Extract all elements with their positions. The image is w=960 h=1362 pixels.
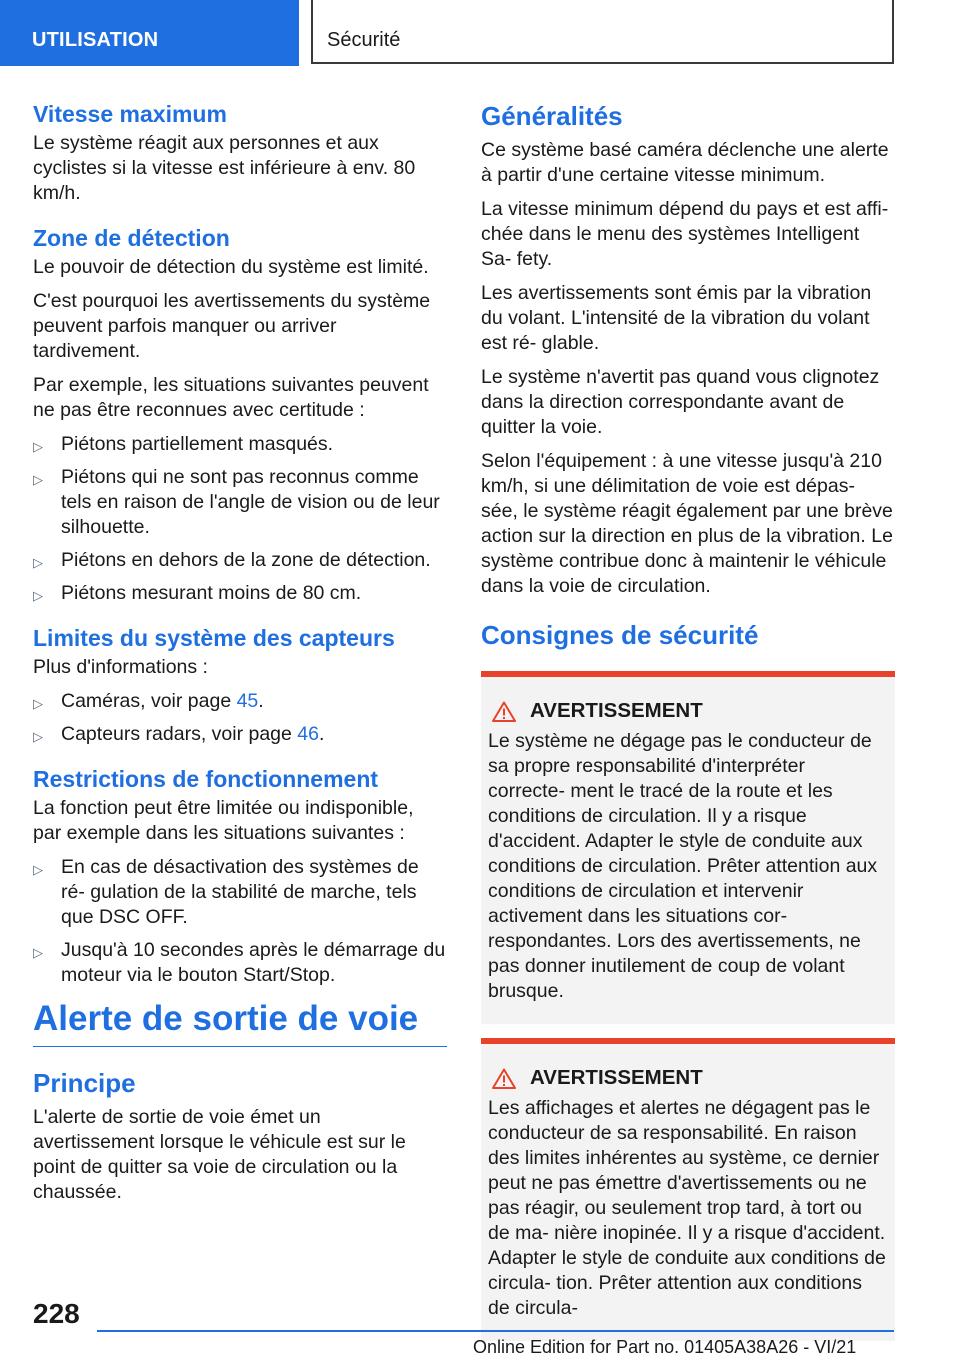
list-item: ▷ Jusqu'à 10 secondes après le démarrage du moteur via le bouton Start/Stop. [33,939,446,986]
triangle-bullet-icon: ▷ [33,588,43,603]
section-tab [0,0,299,66]
warning-text: Le système ne dégage pas le conducteur de sa propre responsabilité d'interpréter correcte- ment le tracé de la route et les conditions de circulation. Il y a risque d'accident. Adapter le style de conduite aux conditions de circulation. Prêter attention aux conditions de circulation et intervenir activement dans les situations cor- respondantes. Lors des avertissements, ne pas donner inutilement de coup de volant brusque. [488,730,878,1002]
warning-triangle-icon [492,701,516,722]
triangle-bullet-icon: ▷ [33,945,43,960]
warning-box [481,671,895,1024]
section-label: UTILISATION [32,29,159,51]
page-link-45[interactable]: 45 [236,690,259,712]
list-item: ▷ Piétons en dehors de la zone de détection. [33,548,447,573]
paragraph-gen-5: Selon l'équipement : à une vitesse jusqu'à 210 km/h, si une délimitation de voie est dépas- sée, le système réagit également par une brève action sur la direction en plus de la vibration. Le système contribue donc à maintenir le véhicule dans la voie de circulation. [481,450,893,597]
limites-list [33,689,447,747]
list-item: ▷ Capteurs radars, voir page 46. [33,722,447,747]
list-item: ▷ Piétons qui ne sont pas reconnus comme tels en raison de l'angle de vision ou de leur silhouette. [33,466,440,538]
list-item: ▷ En cas de désactivation des systèmes de ré- gulation de la stabilité de marche, tels que DSC OFF. [33,856,419,928]
paragraph-principe: L'alerte de sortie de voie émet un avertissement lorsque le véhicule est sur le point de quitter sa voie de circulation ou la chaussée. [33,1106,406,1203]
subsection-box [311,0,894,64]
paragraph-zone-3: Par exemple, les situations suivantes peuvent ne pas être reconnues avec certitude : [33,374,429,421]
footer-edition: Online Edition for Part no. 01405A38A26 - VI/21 [473,1337,857,1357]
paragraph-zone-2: C'est pourquoi les avertissements du système peuvent parfois manquer ou arriver tardivement. [33,290,431,362]
heading-consignes: Consignes de sécurité [481,620,759,650]
heading-limites-capteurs: Limites du système des capteurs [33,625,395,651]
restrictions-list [33,855,447,988]
page-number: 228 [33,1298,80,1329]
triangle-bullet-icon: ▷ [33,729,43,744]
triangle-bullet-icon: ▷ [33,472,43,487]
warning-title: AVERTISSEMENT [488,699,887,723]
warning-box [481,1038,895,1341]
paragraph-restrictions: La fonction peut être limitée ou indisponible, par exemple dans les situations suivantes : [33,797,414,844]
heading-principe: Principe [33,1068,136,1098]
heading-zone-detection: Zone de détection [33,225,230,251]
subsection-label: Sécurité [327,29,401,51]
warning-triangle-icon [492,1068,516,1089]
paragraph-gen-1: Ce système basé caméra déclenche une alerte à partir d'une certaine vitesse minimum. [481,139,889,186]
zone-list [33,432,447,606]
warning-title: AVERTISSEMENT [488,1066,887,1090]
heading-restrictions: Restrictions de fonctionnement [33,766,379,792]
paragraph-gen-2: La vitesse minimum dépend du pays et est affi- chée dans le menu des systèmes Intelligent Sa- fety. [481,198,889,270]
warning-text: Les affichages et alertes ne dégagent pas le conducteur de sa responsabilité. En raison des limites inhérentes au système, ce dernier peut ne pas émettre d'avertissements ou ne pas réagir, ou seulement trop tard, à tort ou de ma- nière inopinée. Il y a risque d'accident. Adapter le style de conduite aux conditions de circula- tion. Prêter attention aux conditions de circula- [488,1097,886,1319]
list-item: ▷ Caméras, voir page 45. [33,689,447,714]
footer-divider [97,1330,894,1332]
list-item: ▷ Piétons mesurant moins de 80 cm. [33,581,447,606]
paragraph-zone-1: Le pouvoir de détection du système est limité. [33,256,429,278]
heading-generalites: Généralités [481,101,623,131]
list-item: ▷ Piétons partiellement masqués. [33,432,447,457]
left-column [33,100,447,1214]
paragraph-vitesse: Le système réagit aux personnes et aux cyclistes si la vitesse est inférieure à env. 80 km/h. [33,132,416,204]
paragraph-gen-4: Le système n'avertit pas quand vous clignotez dans la direction correspondante avant de quitter la voie. [481,366,880,438]
triangle-bullet-icon: ▷ [33,862,43,877]
paragraph-limites: Plus d'informations : [33,656,208,678]
triangle-bullet-icon: ▷ [33,696,43,711]
right-column [481,100,895,1341]
heading-vitesse-maximum: Vitesse maximum [33,101,227,127]
chapter-title: Alerte de sortie de voie [33,998,447,1047]
page-link-46[interactable]: 46 [297,723,319,745]
paragraph-gen-3: Les avertissements sont émis par la vibration du volant. L'intensité de la vibration du volant est ré- glable. [481,282,872,354]
triangle-bullet-icon: ▷ [33,439,43,454]
triangle-bullet-icon: ▷ [33,555,43,570]
